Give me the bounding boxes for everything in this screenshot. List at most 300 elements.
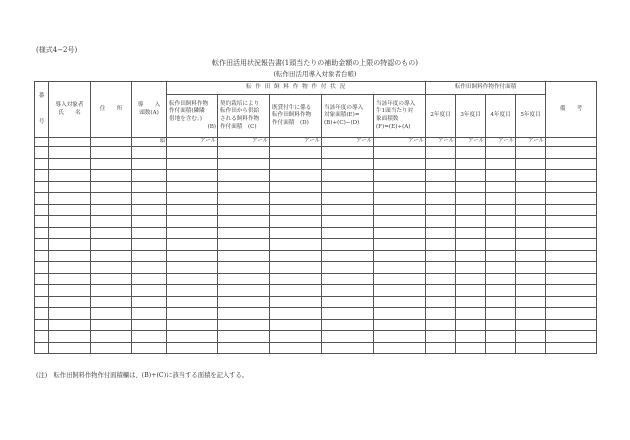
table-cell[interactable] <box>218 158 270 170</box>
table-cell[interactable] <box>486 239 516 251</box>
table-cell[interactable] <box>91 273 132 285</box>
unit-cell <box>35 138 49 147</box>
table-cell[interactable] <box>91 285 132 297</box>
table-cell[interactable] <box>167 170 218 182</box>
table-cell[interactable] <box>486 227 516 239</box>
table-cell[interactable] <box>322 147 374 159</box>
table-cell[interactable] <box>322 216 374 228</box>
table-cell[interactable] <box>546 147 597 159</box>
table-cell[interactable] <box>270 181 322 193</box>
table-cell[interactable] <box>49 170 91 182</box>
table-cell[interactable] <box>49 319 91 331</box>
table-cell[interactable] <box>35 239 49 251</box>
table-cell[interactable] <box>218 308 270 320</box>
table-cell[interactable] <box>546 308 597 320</box>
table-cell[interactable] <box>49 193 91 205</box>
table-cell[interactable] <box>270 216 322 228</box>
table-cell[interactable] <box>486 273 516 285</box>
table-cell[interactable] <box>35 285 49 297</box>
header-number: 番 号 <box>35 82 49 138</box>
table-cell[interactable] <box>374 204 426 216</box>
table-cell[interactable] <box>270 273 322 285</box>
table-cell[interactable] <box>322 239 374 251</box>
table-cell[interactable] <box>374 273 426 285</box>
table-cell[interactable] <box>486 319 516 331</box>
table-cell[interactable] <box>456 285 486 297</box>
table-cell[interactable] <box>91 158 132 170</box>
table-cell[interactable] <box>546 239 597 251</box>
table-cell[interactable] <box>218 147 270 159</box>
table-cell[interactable] <box>546 250 597 262</box>
table-cell[interactable] <box>270 331 322 343</box>
header-remarks: 備 考 <box>546 82 597 138</box>
table-cell[interactable] <box>486 204 516 216</box>
table-cell[interactable] <box>516 193 546 205</box>
table-cell[interactable] <box>426 181 456 193</box>
table-cell[interactable] <box>322 158 374 170</box>
unit-area: アール <box>374 138 426 147</box>
unit-area: アール <box>167 138 218 147</box>
table-cell[interactable] <box>132 342 167 354</box>
table-cell[interactable] <box>35 331 49 343</box>
table-cell[interactable] <box>486 170 516 182</box>
table-cell[interactable] <box>49 250 91 262</box>
table-cell[interactable] <box>516 158 546 170</box>
table-cell[interactable] <box>270 342 322 354</box>
form-title: 転作田活用状況報告書(1頭当たりの補助金額の上限の特認のもの) <box>212 59 418 67</box>
table-cell[interactable] <box>322 170 374 182</box>
table-cell[interactable] <box>456 147 486 159</box>
table-cell[interactable] <box>270 227 322 239</box>
unit-cell <box>546 138 597 147</box>
table-cell[interactable] <box>35 319 49 331</box>
table-cell[interactable] <box>91 262 132 274</box>
table-cell[interactable] <box>516 216 546 228</box>
table-cell[interactable] <box>486 296 516 308</box>
unit-area: アール <box>218 138 270 147</box>
table-cell[interactable] <box>516 342 546 354</box>
table-cell[interactable] <box>546 296 597 308</box>
table-cell[interactable] <box>426 170 456 182</box>
table-cell[interactable] <box>456 227 486 239</box>
header-year-3: 3年度目 <box>456 95 486 138</box>
table-cell[interactable] <box>426 273 456 285</box>
table-cell[interactable] <box>91 170 132 182</box>
table-cell[interactable] <box>218 296 270 308</box>
table-cell[interactable] <box>91 342 132 354</box>
table-row <box>35 250 597 262</box>
table-row <box>35 170 597 182</box>
table-row <box>35 308 597 320</box>
table-cell[interactable] <box>546 216 597 228</box>
table-cell[interactable] <box>322 250 374 262</box>
table-cell[interactable] <box>167 181 218 193</box>
table-cell[interactable] <box>374 147 426 159</box>
table-cell[interactable] <box>456 239 486 251</box>
table-cell[interactable] <box>35 273 49 285</box>
table-cell[interactable] <box>516 170 546 182</box>
table-cell[interactable] <box>322 204 374 216</box>
table-cell[interactable] <box>35 147 49 159</box>
header-address: 住 所 <box>91 82 132 138</box>
table-cell[interactable] <box>426 262 456 274</box>
table-cell[interactable] <box>167 331 218 343</box>
table-cell[interactable] <box>426 342 456 354</box>
table-cell[interactable] <box>374 181 426 193</box>
table-row <box>35 331 597 343</box>
table-cell[interactable] <box>167 250 218 262</box>
unit-area: アール <box>426 138 456 147</box>
table-cell[interactable] <box>270 296 322 308</box>
table-cell[interactable] <box>516 273 546 285</box>
table-cell[interactable] <box>426 204 456 216</box>
table-cell[interactable] <box>486 193 516 205</box>
table-cell[interactable] <box>35 250 49 262</box>
table-cell[interactable] <box>132 239 167 251</box>
table-cell[interactable] <box>167 296 218 308</box>
table-cell[interactable] <box>49 227 91 239</box>
table-cell[interactable] <box>456 331 486 343</box>
table-cell[interactable] <box>516 308 546 320</box>
table-cell[interactable] <box>516 227 546 239</box>
table-cell[interactable] <box>456 308 486 320</box>
table-cell[interactable] <box>322 273 374 285</box>
table-cell[interactable] <box>546 273 597 285</box>
table-cell[interactable] <box>546 319 597 331</box>
table-cell[interactable] <box>456 204 486 216</box>
table-cell[interactable] <box>167 216 218 228</box>
table-cell[interactable] <box>167 227 218 239</box>
header-heads: 導 入 頭数(A) <box>132 82 167 138</box>
table-cell[interactable] <box>35 204 49 216</box>
table-cell[interactable] <box>270 170 322 182</box>
table-cell[interactable] <box>374 296 426 308</box>
table-cell[interactable] <box>486 342 516 354</box>
table-cell[interactable] <box>132 296 167 308</box>
table-cell[interactable] <box>132 227 167 239</box>
table-cell[interactable] <box>546 342 597 354</box>
header-year-2: 2年度目 <box>426 95 456 138</box>
table-cell[interactable] <box>516 296 546 308</box>
table-cell[interactable] <box>546 285 597 297</box>
table-cell[interactable] <box>456 193 486 205</box>
table-cell[interactable] <box>322 308 374 320</box>
table-cell[interactable] <box>49 331 91 343</box>
table-cell[interactable] <box>426 216 456 228</box>
table-cell[interactable] <box>167 308 218 320</box>
table-cell[interactable] <box>270 147 322 159</box>
table-cell[interactable] <box>426 158 456 170</box>
header-col-f: 当該年度の導入 牛1頭当たり対 象面積数 (F)=(E)÷(A) <box>374 95 426 138</box>
table-cell[interactable] <box>426 250 456 262</box>
table-cell[interactable] <box>167 273 218 285</box>
table-cell[interactable] <box>516 147 546 159</box>
table-cell[interactable] <box>35 342 49 354</box>
table-cell[interactable] <box>516 331 546 343</box>
table-row <box>35 296 597 308</box>
table-row <box>35 239 597 251</box>
table-cell[interactable] <box>167 204 218 216</box>
table-cell[interactable] <box>49 204 91 216</box>
table-cell[interactable] <box>456 158 486 170</box>
table-cell[interactable] <box>49 181 91 193</box>
table-cell[interactable] <box>91 296 132 308</box>
table-cell[interactable] <box>218 239 270 251</box>
table-cell[interactable] <box>270 319 322 331</box>
table-cell[interactable] <box>546 193 597 205</box>
table-cell[interactable] <box>49 158 91 170</box>
table-cell[interactable] <box>456 216 486 228</box>
table-cell[interactable] <box>374 262 426 274</box>
table-cell[interactable] <box>270 262 322 274</box>
table-cell[interactable] <box>35 296 49 308</box>
table-cell[interactable] <box>270 285 322 297</box>
table-cell[interactable] <box>516 285 546 297</box>
table-cell[interactable] <box>456 273 486 285</box>
table-cell[interactable] <box>132 193 167 205</box>
table-cell[interactable] <box>516 239 546 251</box>
table-cell[interactable] <box>322 181 374 193</box>
table-cell[interactable] <box>167 262 218 274</box>
table-cell[interactable] <box>167 239 218 251</box>
table-row <box>35 216 597 228</box>
table-cell[interactable] <box>426 147 456 159</box>
table-cell[interactable] <box>167 319 218 331</box>
table-cell[interactable] <box>322 193 374 205</box>
table-cell[interactable] <box>132 308 167 320</box>
table-cell[interactable] <box>426 296 456 308</box>
table-cell[interactable] <box>91 250 132 262</box>
table-cell[interactable] <box>218 319 270 331</box>
table-cell[interactable] <box>374 342 426 354</box>
table-row <box>35 273 597 285</box>
table-cell[interactable] <box>456 296 486 308</box>
table-cell[interactable] <box>322 296 374 308</box>
table-cell[interactable] <box>456 319 486 331</box>
table-cell[interactable] <box>486 262 516 274</box>
table-cell[interactable] <box>374 319 426 331</box>
table-cell[interactable] <box>132 181 167 193</box>
unit-area: アール <box>516 138 546 147</box>
table-cell[interactable] <box>516 204 546 216</box>
unit-row <box>35 138 597 147</box>
table-cell[interactable] <box>456 181 486 193</box>
table-cell[interactable] <box>91 181 132 193</box>
table-cell[interactable] <box>218 285 270 297</box>
table-cell[interactable] <box>132 250 167 262</box>
table-cell[interactable] <box>270 158 322 170</box>
table-cell[interactable] <box>486 308 516 320</box>
table-cell[interactable] <box>486 158 516 170</box>
table-cell[interactable] <box>218 227 270 239</box>
footnote: (注) 転作田飼料作物作付面積欄は、(B)+(C)に該当する面積を記入する。 <box>36 372 249 379</box>
table-cell[interactable] <box>35 216 49 228</box>
form-number: (様式4−2号) <box>36 46 78 54</box>
table-cell[interactable] <box>91 147 132 159</box>
table-cell[interactable] <box>516 319 546 331</box>
header-col-d: 既貸付牛に係る 転作田飼料作物 作付面積 (D) <box>270 95 322 138</box>
table-cell[interactable] <box>374 227 426 239</box>
table-cell[interactable] <box>218 170 270 182</box>
table-cell[interactable] <box>91 193 132 205</box>
table-row <box>35 262 597 274</box>
table-cell[interactable] <box>167 158 218 170</box>
table-cell[interactable] <box>486 147 516 159</box>
table-cell[interactable] <box>218 331 270 343</box>
table-cell[interactable] <box>35 227 49 239</box>
table-cell[interactable] <box>91 239 132 251</box>
table-cell[interactable] <box>167 285 218 297</box>
header-group-status: 転 作 田 飼 料 作 物 作 付 状 況 <box>167 82 426 95</box>
table-cell[interactable] <box>374 285 426 297</box>
table-cell[interactable] <box>322 227 374 239</box>
table-cell[interactable] <box>91 227 132 239</box>
table-cell[interactable] <box>322 342 374 354</box>
table-cell[interactable] <box>49 273 91 285</box>
table-cell[interactable] <box>546 204 597 216</box>
table-cell[interactable] <box>91 308 132 320</box>
table-cell[interactable] <box>322 331 374 343</box>
table-cell[interactable] <box>35 158 49 170</box>
table-cell[interactable] <box>91 331 132 343</box>
table-cell[interactable] <box>218 216 270 228</box>
table-cell[interactable] <box>35 181 49 193</box>
header-col-e: 当該年度の導入 対象面積(E)= (B)+(C)−(D) <box>322 95 374 138</box>
table-cell[interactable] <box>49 308 91 320</box>
table-cell[interactable] <box>132 204 167 216</box>
table-cell[interactable] <box>374 216 426 228</box>
header-group-area: 転作田飼料作物作付面積 <box>426 82 546 95</box>
table-cell[interactable] <box>270 239 322 251</box>
table-cell[interactable] <box>91 204 132 216</box>
table-cell[interactable] <box>218 273 270 285</box>
table-cell[interactable] <box>516 250 546 262</box>
table-cell[interactable] <box>546 262 597 274</box>
table-cell[interactable] <box>49 342 91 354</box>
table-cell[interactable] <box>426 331 456 343</box>
header-year-4: 4年度目 <box>486 95 516 138</box>
table-cell[interactable] <box>546 331 597 343</box>
form-subtitle: (転作田活用導入対象者台帳) <box>273 70 357 78</box>
table-cell[interactable] <box>132 273 167 285</box>
table-cell[interactable] <box>218 204 270 216</box>
table-cell[interactable] <box>322 262 374 274</box>
table-cell[interactable] <box>426 319 456 331</box>
unit-area: アール <box>486 138 516 147</box>
table-cell[interactable] <box>35 308 49 320</box>
table-cell[interactable] <box>49 262 91 274</box>
table-row <box>35 342 597 354</box>
table-cell[interactable] <box>49 147 91 159</box>
table-cell[interactable] <box>456 170 486 182</box>
unit-cell <box>91 138 132 147</box>
table-cell[interactable] <box>374 193 426 205</box>
table-cell[interactable] <box>132 331 167 343</box>
table-cell[interactable] <box>374 170 426 182</box>
table-row <box>35 147 597 159</box>
table-cell[interactable] <box>374 331 426 343</box>
table-cell[interactable] <box>486 216 516 228</box>
table-cell[interactable] <box>218 262 270 274</box>
table-cell[interactable] <box>35 262 49 274</box>
table-cell[interactable] <box>546 158 597 170</box>
table-cell[interactable] <box>486 331 516 343</box>
table-cell[interactable] <box>456 342 486 354</box>
table-cell[interactable] <box>270 250 322 262</box>
table-row <box>35 204 597 216</box>
table-cell[interactable] <box>218 181 270 193</box>
table-cell[interactable] <box>132 285 167 297</box>
table-cell[interactable] <box>132 319 167 331</box>
table-cell[interactable] <box>270 308 322 320</box>
table-cell[interactable] <box>218 342 270 354</box>
table-cell[interactable] <box>167 193 218 205</box>
table-cell[interactable] <box>132 158 167 170</box>
table-cell[interactable] <box>486 285 516 297</box>
unit-area: アール <box>270 138 322 147</box>
table-cell[interactable] <box>426 239 456 251</box>
unit-cell <box>49 138 91 147</box>
table-cell[interactable] <box>35 193 49 205</box>
table-cell[interactable] <box>91 216 132 228</box>
unit-heads: 頭 <box>132 138 167 147</box>
table-cell[interactable] <box>486 181 516 193</box>
table-cell[interactable] <box>374 239 426 251</box>
table-row <box>35 285 597 297</box>
table-cell[interactable] <box>132 216 167 228</box>
table-row <box>35 319 597 331</box>
table-cell[interactable] <box>132 262 167 274</box>
table-cell[interactable] <box>167 342 218 354</box>
table-cell[interactable] <box>49 285 91 297</box>
table-cell[interactable] <box>49 296 91 308</box>
table-cell[interactable] <box>374 250 426 262</box>
table-cell[interactable] <box>516 181 546 193</box>
table-cell[interactable] <box>374 308 426 320</box>
table-cell[interactable] <box>486 250 516 262</box>
table-cell[interactable] <box>546 227 597 239</box>
table-cell[interactable] <box>35 170 49 182</box>
table-cell[interactable] <box>270 204 322 216</box>
report-table <box>34 81 597 354</box>
table-cell[interactable] <box>516 262 546 274</box>
table-cell[interactable] <box>218 193 270 205</box>
table-cell[interactable] <box>546 181 597 193</box>
table-cell[interactable] <box>426 285 456 297</box>
table-cell[interactable] <box>270 193 322 205</box>
table-cell[interactable] <box>91 319 132 331</box>
table-cell[interactable] <box>426 193 456 205</box>
table-cell[interactable] <box>546 170 597 182</box>
table-row <box>35 158 597 170</box>
table-cell[interactable] <box>218 250 270 262</box>
table-cell[interactable] <box>167 147 218 159</box>
header-year-5: 5年度目 <box>516 95 546 138</box>
table-cell[interactable] <box>132 147 167 159</box>
table-cell[interactable] <box>374 158 426 170</box>
table-cell[interactable] <box>322 285 374 297</box>
table-row <box>35 181 597 193</box>
table-cell[interactable] <box>426 227 456 239</box>
table-cell[interactable] <box>456 250 486 262</box>
table-row <box>35 227 597 239</box>
table-cell[interactable] <box>456 262 486 274</box>
table-cell[interactable] <box>426 308 456 320</box>
table-cell[interactable] <box>49 216 91 228</box>
table-cell[interactable] <box>49 239 91 251</box>
table-cell[interactable] <box>322 319 374 331</box>
table-cell[interactable] <box>132 170 167 182</box>
